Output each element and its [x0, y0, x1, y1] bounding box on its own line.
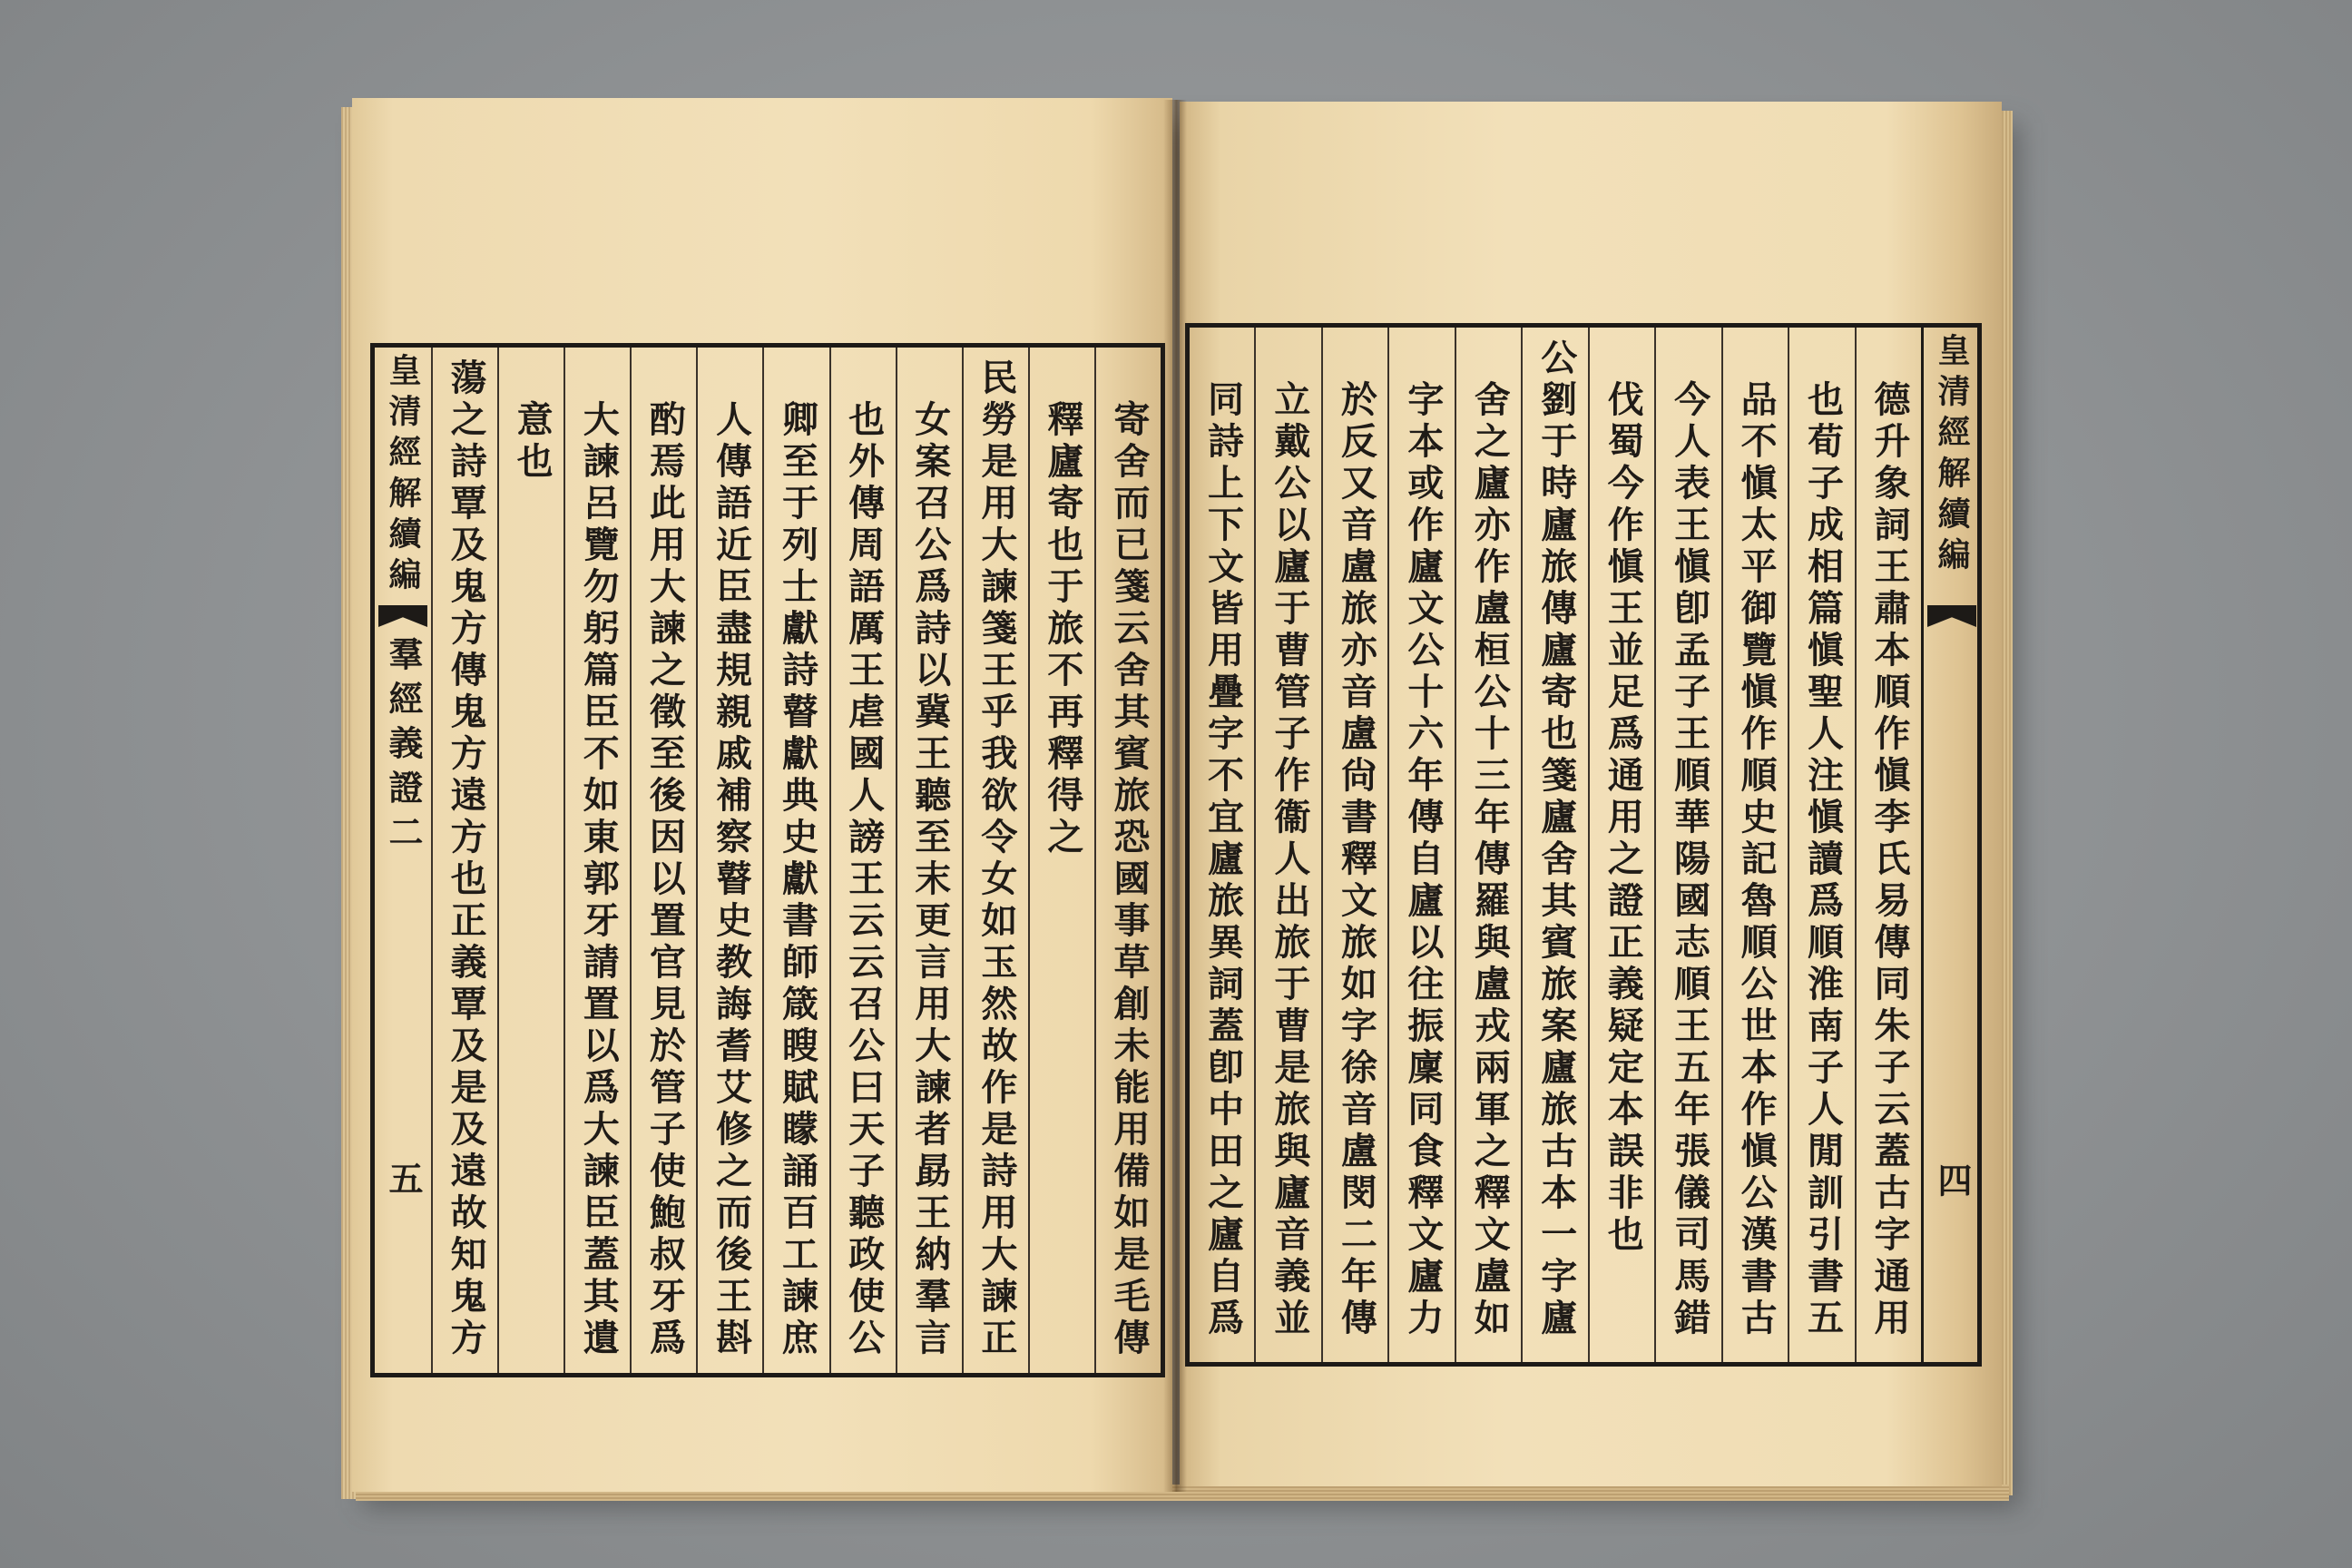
text-column: 德升象詞王肅本順作愼李氏易傳同朱子云蓋古字通用: [1855, 328, 1921, 1362]
text-column: 伐蜀今作愼王並足爲通用之證正義疑定本誤非也: [1588, 328, 1654, 1362]
text-column: 也荀子成相篇愼聖人注愼讀爲順淮南子人閒訓引書五: [1788, 328, 1854, 1362]
page-number: 四: [1932, 1162, 1973, 1205]
text-column: 今人表王愼卽孟子王順華陽國志順王五年張儀司馬錯: [1654, 328, 1720, 1362]
left-page: [352, 98, 1172, 1492]
text-column-heading: 蕩之詩覃及鬼方傳鬼方遠方也正義覃及是及遠故知鬼方: [431, 348, 497, 1373]
text-column: 於反又音盧旅亦音盧尙書釋文旅如字徐音盧閔二年傳: [1321, 328, 1387, 1362]
text-column: 酌焉此用大諫之徵至後因以置官見於管子使鮑叔牙爲: [630, 348, 696, 1373]
text-column: 釋廬寄也于旅不再釋得之: [1028, 348, 1094, 1373]
right-text-frame: [1185, 323, 1982, 1367]
text-column: 大諫呂覽勿躬篇臣不如東郭牙請置以爲大諫臣蓋其遺: [564, 348, 630, 1373]
text-column-heading: 民勞是用大諫箋王乎我欲令女如玉然故作是詩用大諫正: [962, 348, 1028, 1373]
right-margin-column: [1921, 328, 1977, 1362]
text-column: 舍之廬亦作盧桓公十三年傳羅與盧戎兩軍之釋文盧如: [1455, 328, 1521, 1362]
book-title: 皇清經解續編: [1933, 333, 1971, 578]
text-column: 品不愼太平御覽愼作順史記魯順公世本作愼公漢書古: [1721, 328, 1788, 1362]
text-column: 人傳語近臣盡規親戚補察瞽史教誨耆艾修之而後王斟: [696, 348, 762, 1373]
text-column: 寄舍而已箋云舍其賓旅恐國事草創未能用備如是毛傳: [1094, 348, 1161, 1373]
text-column: 女案召公爲詩以冀王聽至末更言用大諫者勗王納羣言: [896, 348, 962, 1373]
text-column-heading: 公劉于時廬旅傳廬寄也箋廬舍其賓旅案廬旅古本一字廬: [1521, 328, 1587, 1362]
fishtail-mark: [378, 605, 427, 627]
left-text-frame: [370, 343, 1165, 1377]
text-column: 卿至于列士獻詩瞽獻典史獻書師箴瞍賦矇誦百工諫庶: [762, 348, 828, 1373]
text-column: 也外傳周語厲王虐國人謗王云云召公曰天子聽政使公: [829, 348, 896, 1373]
book-title: 皇清經解續編: [383, 353, 422, 598]
book-spine-gutter: [1163, 100, 1187, 1492]
right-page: [1180, 102, 2002, 1486]
page-number: 五: [382, 1161, 424, 1203]
section-title: 羣經義證二: [382, 636, 424, 858]
text-column: 同詩上下文皆用疊字不宜廬旅異詞蓋卽中田之廬自爲: [1201, 380, 1245, 1340]
text-column: 意也: [497, 348, 564, 1373]
text-column: 字本或作廬文公十六年傳自廬以往振廩同食釋文廬力: [1387, 328, 1454, 1362]
left-margin-column: [375, 348, 431, 1373]
fishtail-mark: [1927, 605, 1976, 627]
text-column: 立戴公以廬于曹管子作衞人出旅于曹是旅與廬音義並: [1254, 328, 1320, 1362]
